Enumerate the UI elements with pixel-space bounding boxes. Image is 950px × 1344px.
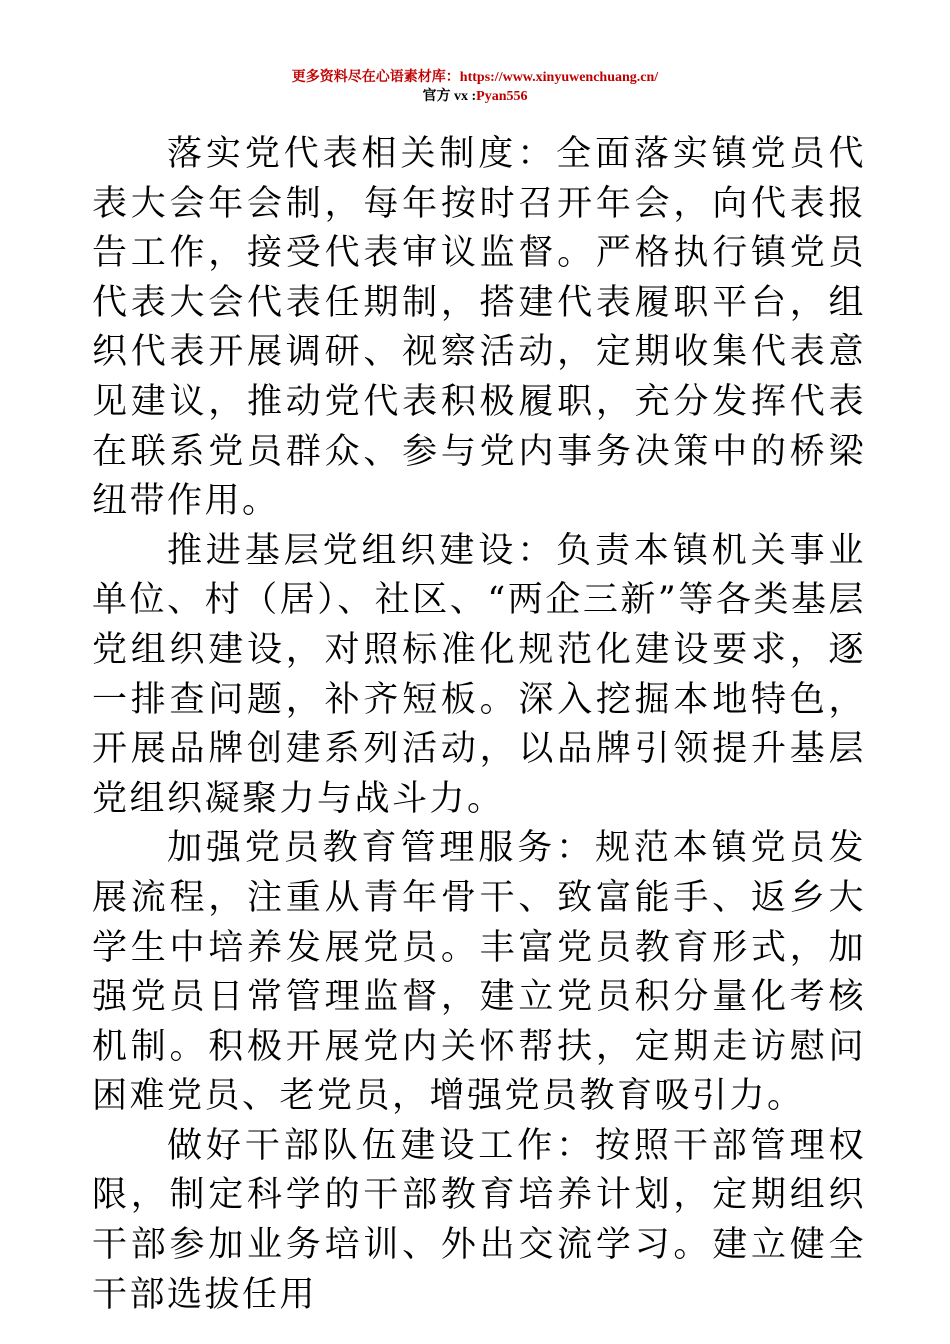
source-line [0, 68, 950, 87]
paragraph-member-education: 加强党员教育管理服务：规范本镇党员发展流程，注重从青年骨干、致富能手、返乡大学生中培养发展党员。丰富党员教育形式，加强党员日常管理监督，建立党员积分量化考核机制。积极开展党内关怀帮扶，定期走访慰问困难党员、老党员，增强党员教育吸引力。 [92, 828, 866, 1117]
paragraph-cadre-team: 做好干部队伍建设工作：按照干部管理权限，制定科学的干部教育培养计划，定期组织干部参加业务培训、外出交流学习。建立健全干部选拔任用 [92, 1125, 866, 1315]
contact-line [0, 87, 950, 106]
contact-id: Pyan556 [476, 89, 528, 104]
paragraph-grassroots-organization: 推进基层党组织建设：负责本镇机关事业单位、村（居）、社区、“两企三新”等各类基层党组织建设，对照标准化规范化建设要求，逐一排查问题，补齐短板。深入挖掘本地特色，开展品牌创建系列活动，以品牌引领提升基层党组织凝聚力与战斗力。 [92, 530, 866, 819]
source-label: 更多资料尽在心语素材库： [291, 70, 460, 85]
contact-label: 官方 vx : [422, 89, 477, 104]
watermark-header [0, 68, 950, 106]
source-url-link[interactable]: https://www.xinyuwenchuang.cn/ [459, 70, 659, 85]
document-body [92, 130, 866, 1320]
paragraph-party-representatives: 落实党代表相关制度：全面落实镇党员代表大会年会制，每年按时召开年会，向代表报告工作，接受代表审议监督。严格执行镇党员代表大会代表任期制，搭建代表履职平台，组织代表开展调研、视察活动，定期收集代表意见建议，推动党代表积极履职，充分发挥代表在联系党员群众、参与党内事务决策中的桥梁纽带作用。 [92, 134, 866, 522]
